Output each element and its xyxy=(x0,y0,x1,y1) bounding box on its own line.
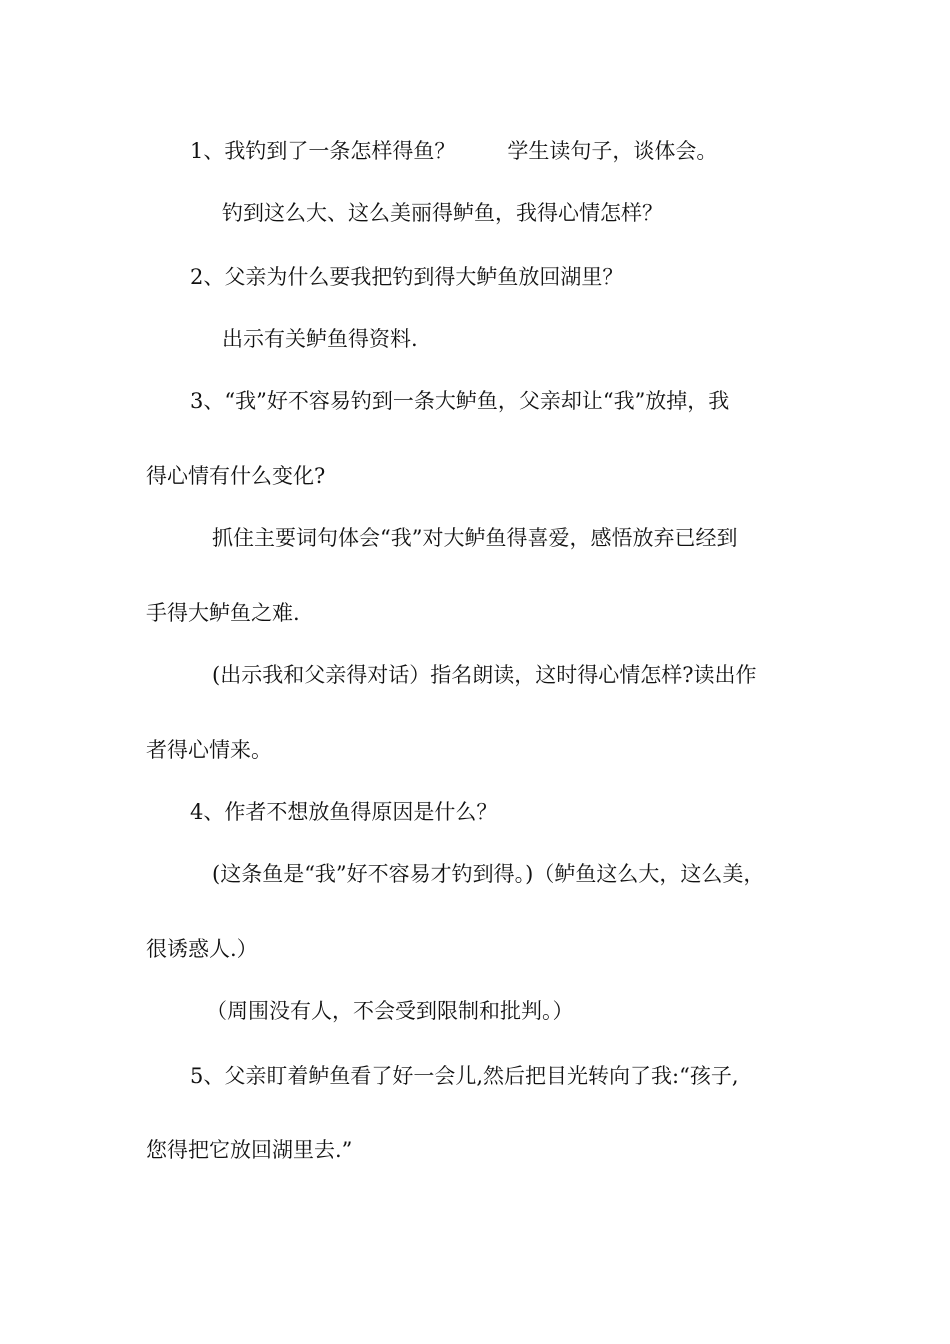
question-2: 2、父亲为什么要我把钓到得大鲈鱼放回湖里？ xyxy=(190,265,624,289)
question-3-line-2: 得心情有什么变化? xyxy=(146,464,326,488)
dialogue-note-line-1: (出示我和父亲得对话）指名朗读，这时得心情怎样?读出作 xyxy=(212,663,757,687)
question-1: 1、我钓到了一条怎样得鱼？ xyxy=(190,139,456,163)
dialogue-note-line-2: 者得心情来。 xyxy=(146,738,272,762)
question-1-line xyxy=(190,137,717,165)
question-1-prompt: 钓到这么大、这么美丽得鲈鱼，我得心情怎样？ xyxy=(222,201,663,225)
question-4: 4、作者不想放鱼得原因是什么？ xyxy=(190,800,498,824)
question-5-line-1: 5、父亲盯着鲈鱼看了好一会儿,然后把目光转向了我:“孩子, xyxy=(190,1064,739,1088)
question-5-line-2: 您得把它放回湖里去.” xyxy=(146,1138,353,1162)
question-4-answer-line-3: （周围没有人，不会受到限制和批判。） xyxy=(206,999,574,1023)
question-3-note-line-2: 手得大鲈鱼之难. xyxy=(146,601,300,625)
question-3-line-1: 3、“我”好不容易钓到一条大鲈鱼，父亲却让“我”放掉，我 xyxy=(190,389,730,413)
question-4-answer-line-2: 很诱惑人.） xyxy=(146,937,258,961)
question-4-answer-line-1: (这条鱼是“我”好不容易才钓到得。)（鲈鱼这么大，这么美， xyxy=(212,862,765,886)
question-2-note: 出示有关鲈鱼得资料. xyxy=(222,327,418,351)
question-3-note-line-1: 抓住主要词句体会“我”对大鲈鱼得喜爱，感悟放弃已经到 xyxy=(212,526,738,550)
question-1-activity: 学生读句子，谈体会。 xyxy=(507,139,718,163)
